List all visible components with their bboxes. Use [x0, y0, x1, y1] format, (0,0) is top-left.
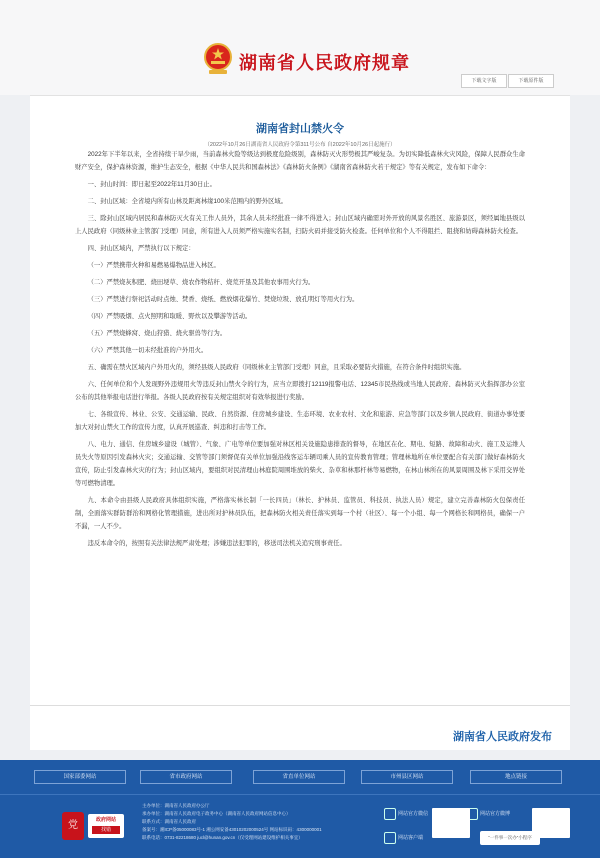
document-title: 湖南省封山禁火令	[256, 123, 344, 135]
download-text-button[interactable]: 下载文字版	[461, 74, 507, 88]
publisher-name: 湖南省人民政府发布	[453, 731, 552, 743]
paragraph: 九、本命令由县级人民政府具体组织实施，严格落实林长制「一长四员」（林长、护林员、监管员、科技员、执法人员）规定，建立完善森林防火包保责任制，全面落实群防群治和网格化管理措施，进出所对护林员队伍，把森林防火相关责任落实到每一个村（社区）、每一个小组、每一个网格长和网格员，确保一户不漏，一人不少。	[75, 497, 525, 530]
mini-program-card[interactable]: “一件事一次办”小程序	[480, 831, 540, 845]
paragraph: 五、确需在禁火区域内户外用火的，须经县级人民政府（同级林业主管部门受理）同意，且采取必要防火措施，在符合条件时组织实施。	[87, 364, 466, 371]
site-header	[0, 0, 600, 95]
paragraph: 一、封山时间：即日起至2022年11月30日止。	[87, 181, 216, 188]
footer-info	[142, 802, 372, 842]
paragraph: （四）严禁吸烟、点火照明和取暖、野炊以及攀游等活动。	[87, 313, 252, 320]
paragraph: 七、各级宣传、林业、公安、交通运输、民政、自然资源、住房城乡建设、生态环境、农业农村、文化和旅游、应急等部门以及乡镇人民政府、街道办事处要加大对封山禁火工作的宣传力度，认真开展巡查、纠违和打击等工作。	[75, 411, 525, 431]
wechat-label: 网站官方微信	[398, 811, 429, 817]
paragraph: （一）严禁携带火种和易燃易爆物品进入林区。	[87, 262, 220, 269]
paragraph: （二）严禁烧灰积肥、烧田埂草、烧农作物秸秆、烧荒开垦及其他农事用火行为。	[87, 279, 315, 286]
client-app-label: 网站客户端	[398, 835, 424, 841]
party-badge[interactable]: 党	[62, 812, 84, 840]
paragraph: 2022年下半年以来，全省持续干旱少雨，当前森林火险等级达到极度危险级别，森林防灭火形势极其严峻复杂。为切实降低森林火灾风险，保障人民群众生命财产安全，保护森林资源，维护生态安全，根据《中华人民共和国森林法》《森林防火条例》《湖南省森林防火若干规定》等有关规定，发布如下命令：	[75, 151, 525, 171]
paragraph: 违反本命令的，按照有关法律法规严肃处理；涉嫌违法犯罪的，移送司法机关追究刑事责任。	[87, 540, 346, 547]
client-app-link[interactable]	[384, 832, 436, 844]
find-error-badge-top: 政府网站	[95, 817, 116, 823]
national-emblem-icon	[203, 42, 233, 76]
footer-info-line: 备案号：湘ICP备05000083号-1 湘公网安备43010202000524号 网站标识码：4300000001	[142, 827, 322, 832]
footer-nav-cities[interactable]: 市州县区网站	[361, 770, 453, 784]
footer-info-line: 承办单位：湖南省人民政府电子政务中心（湖南省人民政府网站信息中心）	[142, 811, 291, 816]
paragraph: （六）严禁其他一切未经批准的户外用火。	[87, 347, 208, 354]
download-source-button[interactable]: 下载原件版	[508, 74, 554, 88]
paragraph: （五）严禁烧蜂窝、烧山狩猎、烧火驱兽等行为。	[87, 330, 227, 337]
find-error-badge-bottom: 找错	[92, 826, 120, 834]
publisher-bar	[30, 705, 570, 750]
footer-info-line: 联系方式：湖南省人民政府	[142, 819, 196, 824]
footer-nav-links[interactable]: 地点链接	[470, 770, 562, 784]
site-title: 湖南省人民政府规章	[239, 53, 410, 73]
paragraph: 四、封山区域内，严禁执行以下规定：	[87, 245, 195, 252]
footer-nav-ministries[interactable]: 国家部委网站	[34, 770, 126, 784]
footer-nav-departments[interactable]: 省直单位网站	[253, 770, 345, 784]
weibo-link[interactable]	[466, 808, 518, 820]
paragraph: 三、除封山区域内居民和森林防灭火有关工作人员外，其余人员未经批准一律不得进入；封山区域内确需对外开放的风景名胜区、旅游景区，须经属地县级以上人民政府（同级林业主管部门受理）同意，所有进入人员须严格实施实名制，扫防火码并接受防火检查。任何单位和个人不得阻拦、阻挠和妨碍森林防火检查。	[75, 215, 525, 235]
document-body	[75, 148, 525, 554]
document-subtitle: （2022年10月26日湖南省人民政府令第311号公布 自2022年10月26日起施行）	[204, 142, 396, 148]
paragraph: 八、电力、通信、住房城乡建设（城管）、气象、广电等单位要加强对林区相关设施隐患排查的督导，在地区在化、期电、短路、故障和动火、施工及运维人员失火等原因引发森林火灾；交通运输、交管等部门须督促有关单位加强沿线客运车辆司乘人员的宣传教育管理；管理林地所在单位要配合有关部门做好森林防火宣传，防止引发森林火灾的行为；封山区域内，要组织对民清理山林庭院周围堆放的柴火、杂草和林那杆林等易燃物，在林山林所在的风景周围及林下采用交界处等可燃物清理。	[75, 441, 525, 487]
document-paper	[30, 95, 570, 706]
mobile-app-icon	[384, 832, 396, 844]
paragraph: （三）严禁进行祭祀活动时点烛、焚香、烧纸、燃放烟花爆竹、焚烧垃圾、放孔明灯等用火行为。	[87, 296, 359, 303]
footer-divider	[0, 794, 600, 795]
footer-info-line: 联系电话：0731-82218680 jucl@hunan.gov.cn（仅受理网站建设维护相关事宜）	[142, 835, 303, 840]
wechat-link[interactable]	[384, 808, 436, 820]
footer-nav-provinces[interactable]: 省市政府网站	[140, 770, 232, 784]
paragraph: 二、封山区域：全省境内所有山林及距离林缘100米范围内的野外区域。	[87, 198, 288, 205]
qr-code-icon	[432, 808, 470, 838]
paragraph: 六、任何单位和个人发现野外违规用火等违反封山禁火令的行为，应当立即拨打12119报警电话、12345市民热线或当地人民政府、森林防灭火指挥部办公室公布的其他举报电话进行举报。各级人民政府按有关规定组织对有效举报进行奖励。	[75, 381, 525, 401]
weibo-label: 网站官方微博	[480, 811, 511, 817]
footer-info-line: 主办单位：湖南省人民政府办公厅	[142, 803, 210, 808]
find-error-badge[interactable]	[88, 814, 124, 838]
wechat-icon	[384, 808, 396, 820]
